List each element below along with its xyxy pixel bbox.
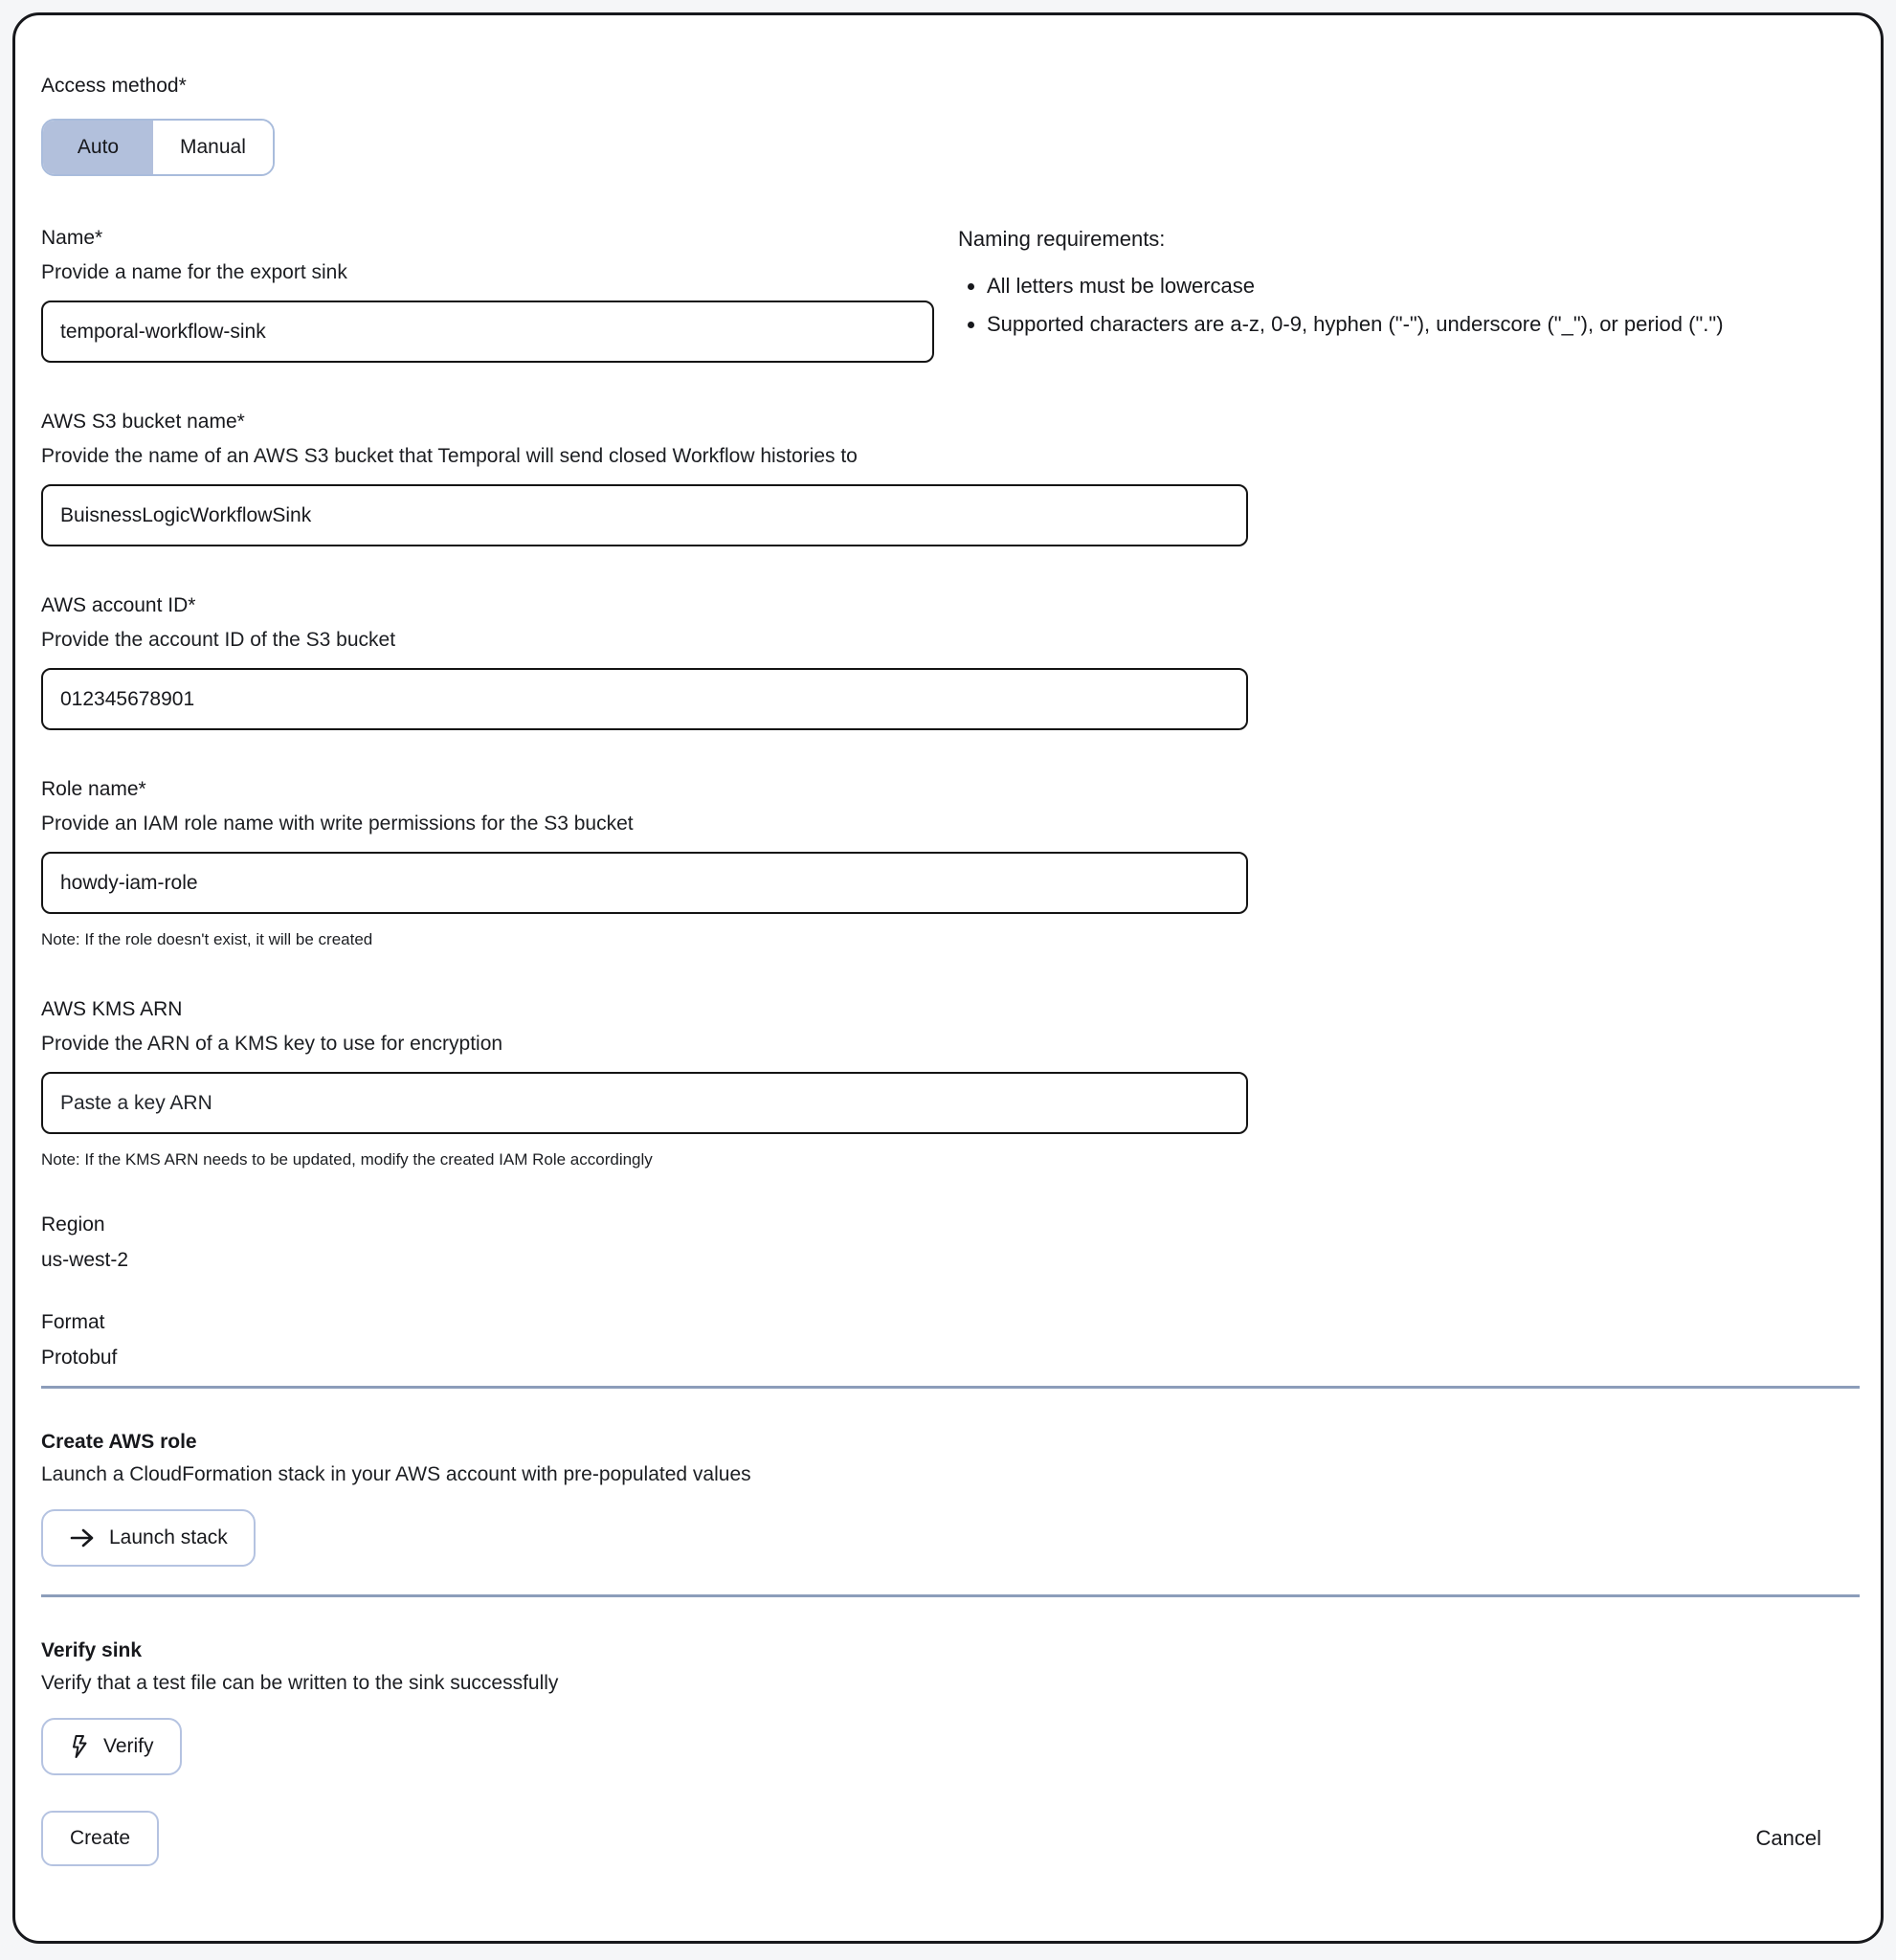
region-label: Region xyxy=(41,1214,105,1236)
role-name-note: Note: If the role doesn't exist, it will be created xyxy=(41,930,373,948)
section-divider xyxy=(41,1386,1860,1389)
create-button[interactable]: Create xyxy=(41,1811,159,1866)
naming-requirements xyxy=(958,225,1860,344)
naming-requirement-item: • All letters must be lowercase xyxy=(987,267,1860,305)
name-row xyxy=(41,225,1860,363)
verify-button[interactable] xyxy=(41,1718,182,1775)
s3-bucket-input[interactable] xyxy=(41,484,1248,546)
format-label: Format xyxy=(41,1311,105,1333)
launch-stack-button[interactable] xyxy=(41,1509,256,1567)
verify-sink-section xyxy=(41,1637,1860,1775)
naming-requirements-title: Naming requirements: xyxy=(958,227,1166,251)
role-name-input[interactable] xyxy=(41,852,1248,914)
kms-arn-input[interactable] xyxy=(41,1072,1248,1134)
account-id-description: Provide the account ID of the S3 bucket xyxy=(41,629,396,651)
s3-bucket-field-group xyxy=(41,409,1860,546)
format-value: Protobuf xyxy=(41,1347,118,1369)
section-divider xyxy=(41,1594,1860,1597)
lightning-icon xyxy=(69,1734,90,1759)
name-description: Provide a name for the export sink xyxy=(41,261,347,283)
region-readonly xyxy=(41,1212,1860,1274)
arrow-right-icon xyxy=(69,1526,96,1549)
verify-sink-title: Verify sink xyxy=(41,1639,143,1661)
access-method-option-auto[interactable]: Auto xyxy=(43,121,153,174)
cancel-button[interactable]: Cancel xyxy=(1755,1826,1821,1850)
account-id-label: AWS account ID* xyxy=(41,594,196,616)
region-value: us-west-2 xyxy=(41,1249,129,1271)
kms-arn-field-group xyxy=(41,996,1860,1170)
naming-requirements-list xyxy=(958,267,1860,344)
role-name-field-group xyxy=(41,776,1860,950)
role-name-description: Provide an IAM role name with write permissions for the S3 bucket xyxy=(41,813,634,835)
access-method-label: Access method* xyxy=(41,75,187,97)
access-method-toggle xyxy=(41,119,275,176)
account-id-field-group xyxy=(41,592,1860,730)
export-sink-form-card xyxy=(12,12,1884,1944)
account-id-input[interactable] xyxy=(41,668,1248,730)
verify-button-label: Verify xyxy=(103,1735,154,1757)
s3-bucket-label: AWS S3 bucket name* xyxy=(41,411,245,433)
create-aws-role-description: Launch a CloudFormation stack in your AWS account with pre-populated values xyxy=(41,1463,751,1485)
name-field-column xyxy=(41,225,934,363)
launch-stack-button-label: Launch stack xyxy=(109,1526,228,1548)
role-name-label: Role name* xyxy=(41,778,146,800)
create-aws-role-title: Create AWS role xyxy=(41,1431,197,1453)
kms-arn-label: AWS KMS ARN xyxy=(41,998,183,1020)
name-field-group xyxy=(41,225,934,363)
create-aws-role-section xyxy=(41,1429,1860,1567)
name-input[interactable] xyxy=(41,301,934,363)
kms-arn-description: Provide the ARN of a KMS key to use for encryption xyxy=(41,1033,503,1055)
s3-bucket-description: Provide the name of an AWS S3 bucket that Temporal will send closed Workflow histories to xyxy=(41,445,858,467)
footer-actions xyxy=(41,1811,1860,1866)
verify-sink-description: Verify that a test file can be written to the sink successfully xyxy=(41,1672,559,1694)
format-readonly xyxy=(41,1309,1860,1371)
name-label: Name* xyxy=(41,227,103,249)
naming-requirement-item: • Supported characters are a-z, 0-9, hyphen ("-"), underscore ("_"), or period (".") xyxy=(987,305,1860,344)
access-method-option-manual[interactable]: Manual xyxy=(153,121,273,174)
kms-arn-note: Note: If the KMS ARN needs to be updated, modify the created IAM Role accordingly xyxy=(41,1150,653,1169)
